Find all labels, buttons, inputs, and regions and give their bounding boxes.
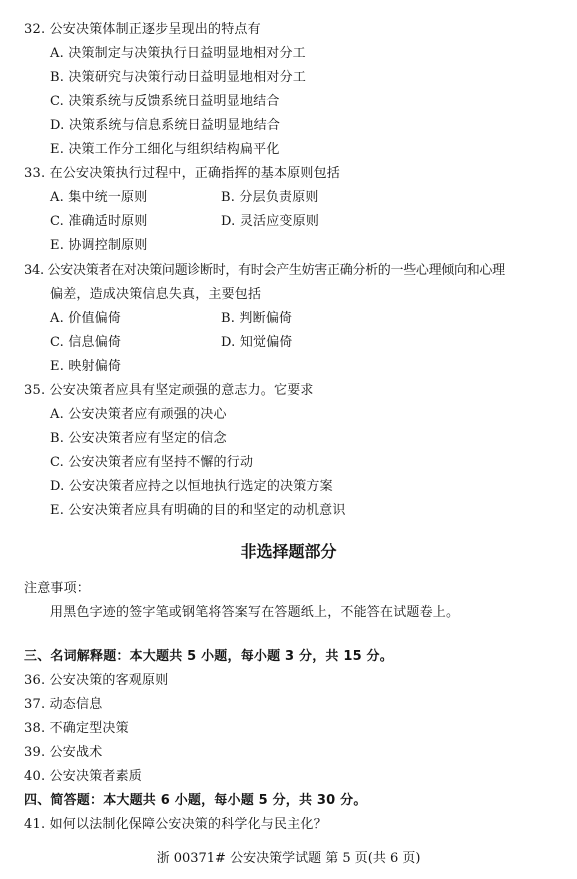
question-34-option-e: E. 映射偏倚 xyxy=(50,359,122,374)
question-34-option-d: D. 知觉偏倚 xyxy=(221,335,293,350)
page-footer: 浙 00371# 公安决策学试题 第 5 页(共 6 页) xyxy=(156,851,421,866)
question-40: 40. 公安决策者素质 xyxy=(24,769,143,784)
notice-text: 用黑色字迹的签字笔或钢笔将答案写在答题纸上，不能答在试题卷上。 xyxy=(50,605,460,620)
question-39: 39. 公安战术 xyxy=(24,745,103,760)
question-33-option-c: C. 准确适时原则 xyxy=(50,214,148,229)
notice-label: 注意事项： xyxy=(24,581,91,596)
question-33-option-d: D. 灵活应变原则 xyxy=(221,214,320,229)
question-34-option-a: A. 价值偏倚 xyxy=(50,311,122,326)
question-33-option-a: A. 集中统一原则 xyxy=(50,190,148,205)
question-33-option-b: B. 分层负责原则 xyxy=(221,190,319,205)
question-32-option-e: E. 决策工作分工细化与组织结构扁平化 xyxy=(50,142,280,157)
question-35-option-e: E. 公安决策者应具有明确的目的和坚定的动机意识 xyxy=(50,503,346,518)
question-32-option-d: D. 决策系统与信息系统日益明显地结合 xyxy=(50,118,281,133)
question-34-stem-line2: 偏差，造成决策信息失真，主要包括 xyxy=(50,287,262,302)
question-34-option-c: C. 信息偏倚 xyxy=(50,335,122,350)
question-35-stem: 35. 公安决策者应具有坚定顽强的意志力。它要求 xyxy=(24,383,314,398)
question-38: 38. 不确定型决策 xyxy=(24,721,129,736)
part3-heading: 三、名词解释题：本大题共 5 小题，每小题 3 分，共 15 分。 xyxy=(24,649,393,664)
question-35-option-d: D. 公安决策者应持之以恒地执行选定的决策方案 xyxy=(50,479,333,494)
section-title: 非选择题部分 xyxy=(240,542,337,561)
question-35-option-a: A. 公安决策者应有顽强的决心 xyxy=(50,407,227,422)
question-36: 36. 公安决策的客观原则 xyxy=(24,673,169,688)
question-32-stem: 32. 公安决策体制正逐步呈现出的特点有 xyxy=(24,22,261,37)
question-32-option-a: A. 决策制定与决策执行日益明显地相对分工 xyxy=(50,46,306,61)
part4-heading: 四、简答题：本大题共 6 小题，每小题 5 分，共 30 分。 xyxy=(24,793,367,808)
question-33-option-e: E. 协调控制原则 xyxy=(50,238,148,253)
question-41: 41. 如何以法制化保障公安决策的科学化与民主化？ xyxy=(24,817,327,832)
question-32-option-c: C. 决策系统与反馈系统日益明显地结合 xyxy=(50,94,280,109)
question-34-stem-line1: 34. 公安决策者在对决策问题诊断时，有时会产生妨害正确分析的一些心理倾向和心理 xyxy=(24,263,505,278)
question-34-option-b: B. 判断偏倚 xyxy=(221,311,293,326)
question-33-stem: 33. 在公安决策执行过程中，正确指挥的基本原则包括 xyxy=(24,166,341,181)
question-35-option-b: B. 公安决策者应有坚定的信念 xyxy=(50,431,227,446)
question-35-option-c: C. 公安决策者应有坚持不懈的行动 xyxy=(50,455,254,470)
question-32-option-b: B. 决策研究与决策行动日益明显地相对分工 xyxy=(50,70,307,85)
question-37: 37. 动态信息 xyxy=(24,697,103,712)
